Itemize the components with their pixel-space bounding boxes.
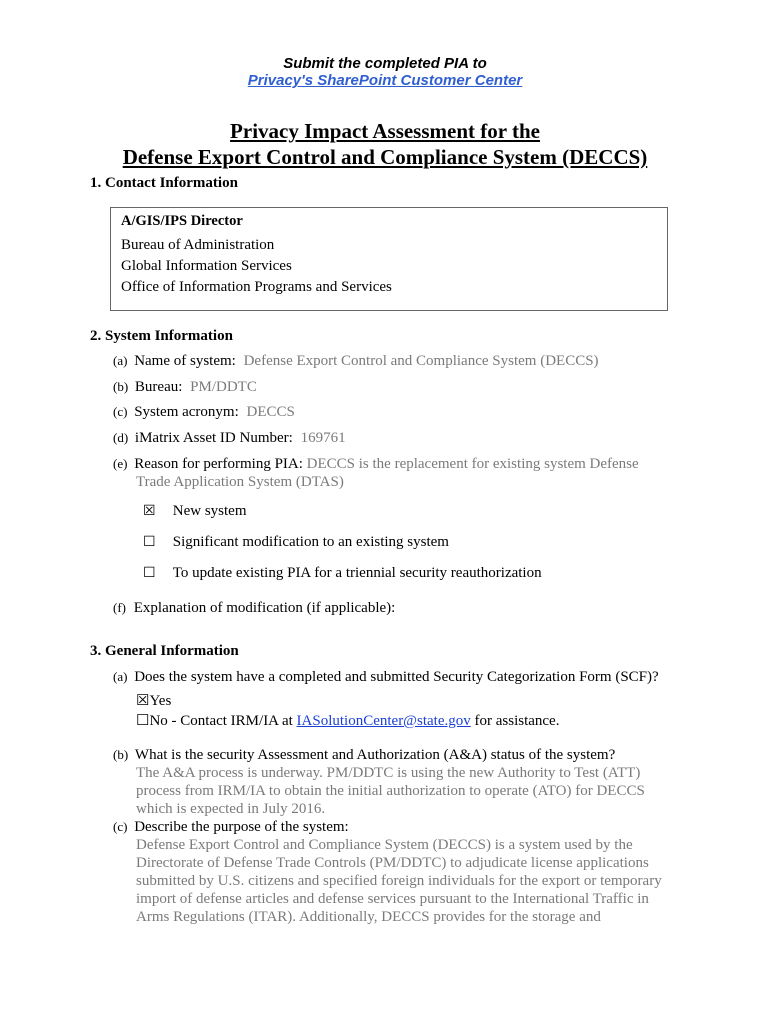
option-label: Yes [149,693,172,709]
aa-answer-line: The A&A process is underway. PM/DDTC is using the new Authority to Test (ATT) [136,765,641,781]
general-item-b [113,747,615,764]
reason-value-cont: Trade Application System (DTAS) [136,474,344,490]
purpose-answer-line: submitted by U.S. citizens and specified foreign individuals for the export or temporary [136,873,662,889]
sharepoint-link[interactable]: Privacy's SharePoint Customer Center [247,72,523,89]
item-letter: (a) [113,353,128,368]
item-letter: (d) [113,430,129,445]
item-label: Bureau: [134,379,183,395]
acronym-value: DECCS [246,404,295,420]
checkbox-checked-icon[interactable]: ☒ [143,504,156,519]
item-letter: (e) [113,456,128,471]
item-letter: (b) [113,379,129,394]
contact-heading: 1. Contact Information [90,175,238,191]
purpose-answer-line: Arms Regulations (ITAR). Additionally, DECCS provides for the storage and [136,909,601,925]
aa-question: What is the security Assessment and Authorization (A&A) status of the system? [134,747,616,763]
checkbox-icon[interactable]: ☐ [143,535,156,550]
scf-no-option[interactable] [136,711,559,730]
contact-line: Bureau of Administration [121,237,275,253]
item-label: System acronym: [134,404,239,420]
system-item-f [113,600,395,617]
item-label: Explanation of modification (if applicable): [133,600,396,616]
general-item-c [113,819,349,836]
option-label: New system [172,503,247,519]
option-suffix: for assistance. [474,713,560,729]
checkbox-icon[interactable]: ☐ [143,566,156,581]
bureau-value: PM/DDTC [190,379,257,395]
item-letter: (b) [113,747,129,762]
option-label: To update existing PIA for a triennial security reauthorization [172,565,542,581]
contact-box-title: A/GIS/IPS Director [121,213,243,229]
item-label: Reason for performing PIA: [134,456,303,472]
system-heading: 2. System Information [90,328,233,344]
asset-id-value: 169761 [300,430,346,446]
system-item-c [113,404,295,421]
item-label: iMatrix Asset ID Number: [134,430,293,446]
item-letter: (c) [113,819,128,834]
scf-question: Does the system have a completed and submitted Security Categorization Form (SCF)? [134,669,659,685]
checkbox-checked-icon[interactable]: ☒ [136,693,150,709]
option-label: No - Contact IRM/IA at [149,713,293,729]
purpose-answer-line: import of defense articles and defense services pursuant to the International Traffic in [136,891,649,907]
system-item-e [113,456,639,473]
system-item-b [113,379,257,396]
submit-instruction: Submit the completed PIA to [283,55,487,72]
purpose-question: Describe the purpose of the system: [134,819,349,835]
purpose-answer-line: Defense Export Control and Compliance System (DECCS) is a system used by the [136,837,633,853]
option-triennial-update[interactable] [143,565,542,582]
general-heading: 3. General Information [90,643,239,659]
scf-yes-option[interactable] [136,691,171,710]
checkbox-icon[interactable]: ☐ [136,713,150,729]
item-letter: (f) [113,600,126,615]
option-significant-modification[interactable] [143,534,449,551]
system-item-a [113,353,599,370]
page-title-line2: Defense Export Control and Compliance System (DECCS) [122,145,648,169]
system-item-d [113,430,346,447]
option-new-system[interactable] [143,503,247,520]
contact-line: Global Information Services [121,258,292,274]
aa-answer-line: which is expected in July 2016. [136,801,326,817]
contact-line: Office of Information Programs and Services [121,279,392,295]
ia-solution-center-link[interactable]: IASolutionCenter@state.gov [296,713,471,729]
item-letter: (c) [113,404,128,419]
aa-answer-line: process from IRM/IA to obtain the initial authorization to operate (ATO) for DECCS [136,783,645,799]
purpose-answer-line: Directorate of Defense Trade Controls (PM/DDTC) to adjudicate license applications [136,855,649,871]
item-label: Name of system: [134,353,236,369]
system-name-value: Defense Export Control and Compliance System (DECCS) [243,353,599,369]
general-item-a [113,669,659,686]
item-letter: (a) [113,669,128,684]
reason-value: DECCS is the replacement for existing system Defense [306,456,639,472]
option-label: Significant modification to an existing system [172,534,449,550]
page-title-line1: Privacy Impact Assessment for the [230,119,540,143]
